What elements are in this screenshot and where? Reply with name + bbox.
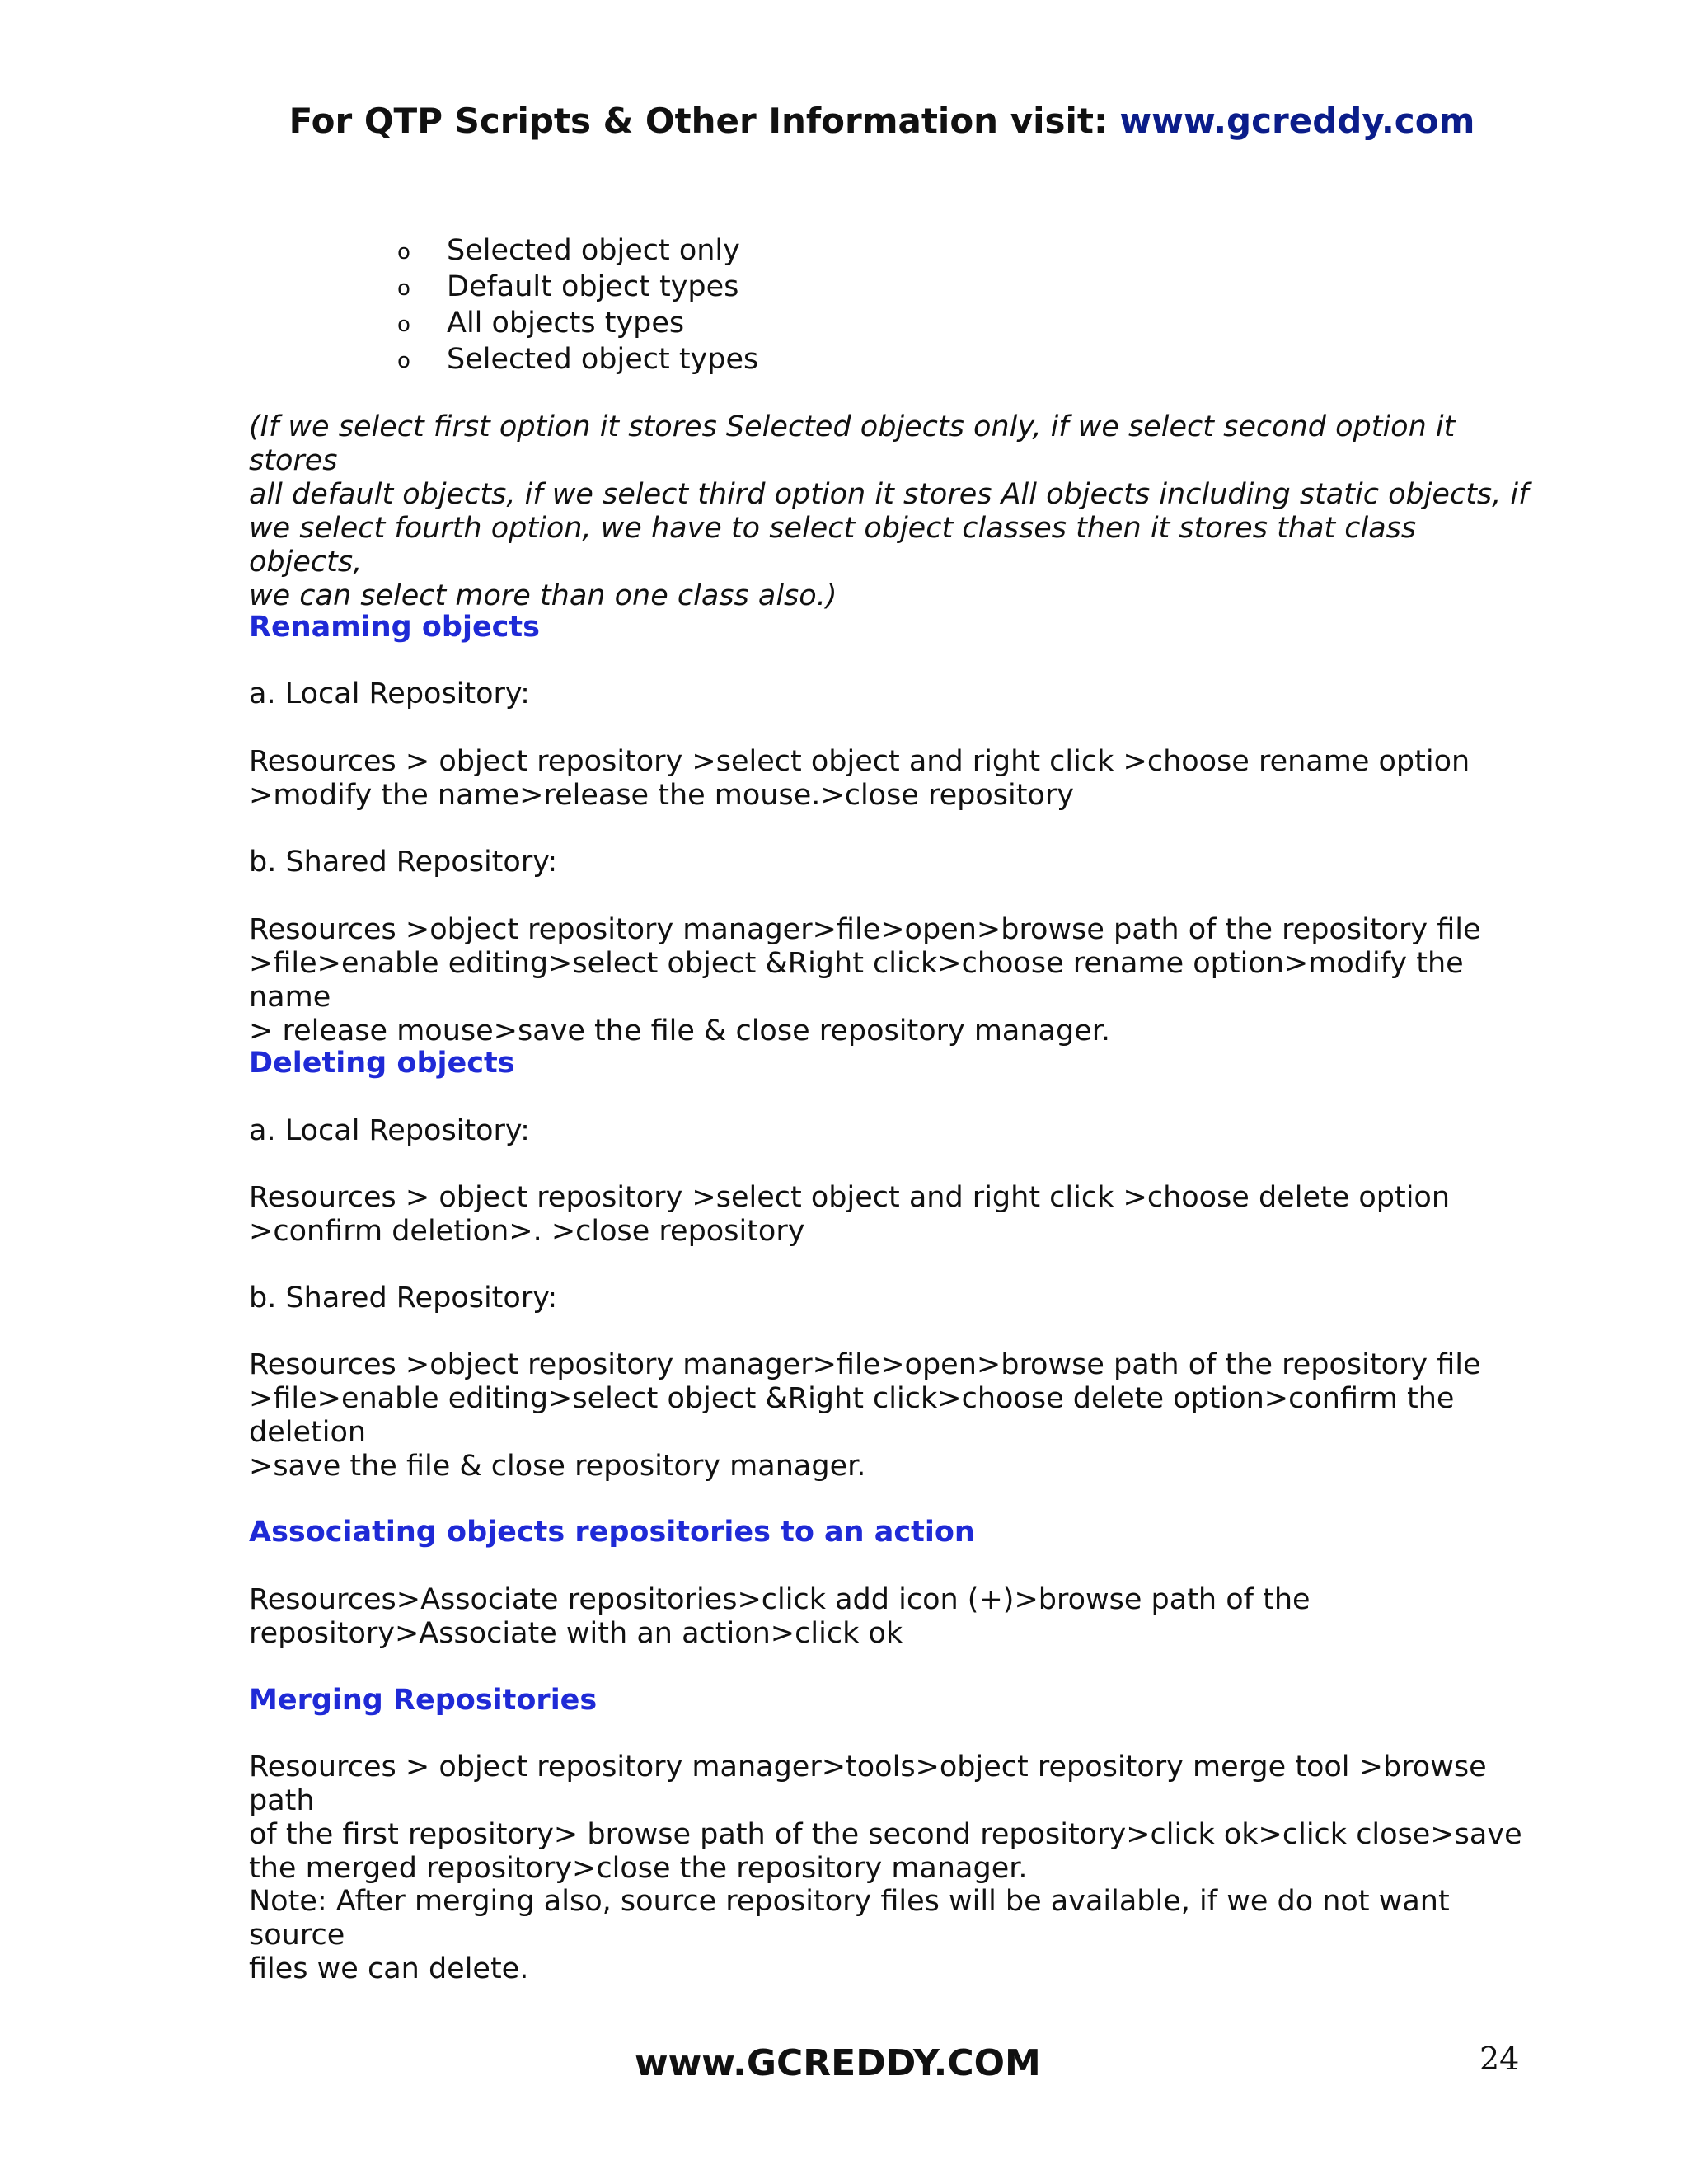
deleting-shared-label: b. Shared Repository:: [249, 1282, 558, 1315]
renaming-shared-steps: Resources >object repository manager>file>open>browse path of the repository file >file>enable editing>select object &Right click>choose rename option>modify the name > release mouse>save the file & close repository manager.: [249, 913, 1481, 1047]
section-heading-deleting: Deleting objects: [249, 1047, 515, 1080]
options-note: (If we select first option it stores Selected objects only, if we select second option it stores all default objects, if we select third option it stores All objects including static objects, if we select fourth option, we have to select object classes then it stores that class objects, we can select more than one class also.): [249, 410, 1529, 612]
section-heading-associating: Associating objects repositories to an action: [249, 1516, 975, 1549]
option-label: All objects types: [447, 307, 685, 340]
merging-note: Note: After merging also, source repository files will be available, if we do not want source files we can delete.: [249, 1885, 1450, 1985]
bullet-icon: o: [397, 240, 410, 265]
bullet-icon: o: [397, 349, 410, 373]
header-prefix: For QTP Scripts & Other Information visit:: [288, 101, 1120, 141]
bullet-icon: o: [397, 276, 410, 301]
renaming-local-steps: Resources > object repository >select object and right click >choose rename option >modify the name>release the mouse.>close repository: [249, 745, 1470, 812]
header-site-link[interactable]: www.gcreddy.com: [1119, 101, 1475, 141]
option-label: Selected object types: [447, 343, 759, 376]
renaming-shared-label: b. Shared Repository:: [249, 846, 558, 879]
repository-options-list: [397, 232, 758, 377]
section-heading-merging: Merging Repositories: [249, 1684, 598, 1717]
page-number: 24: [1479, 2041, 1520, 2077]
deleting-shared-steps: Resources >object repository manager>file>open>browse path of the repository file >file>enable editing>select object &Right click>choose delete option>confirm the deletion >save the file & close repository manager.: [249, 1348, 1481, 1483]
deleting-local-label: a. Local Repository:: [249, 1114, 530, 1147]
option-label: Selected object only: [447, 234, 740, 267]
option-label: Default object types: [447, 270, 739, 303]
list-item: [397, 341, 758, 377]
page-header: [0, 101, 1688, 141]
section-heading-renaming: Renaming objects: [249, 611, 540, 644]
deleting-local-steps: Resources > object repository >select object and right click >choose delete option >confirm deletion>. >close repository: [249, 1181, 1451, 1248]
associating-steps: Resources>Associate repositories>click add icon (+)>browse path of the repository>Associate with an action>click ok: [249, 1583, 1311, 1650]
renaming-local-label: a. Local Repository:: [249, 677, 530, 710]
list-item: [397, 232, 758, 269]
footer-site[interactable]: www.GCREDDY.COM: [635, 2042, 1041, 2084]
merging-steps: Resources > object repository manager>tools>object repository merge tool >browse path of the first repository> browse path of the second repository>click ok>click close>save the merged repository>close the repository manager.: [249, 1750, 1522, 1885]
list-item: [397, 269, 758, 305]
list-item: [397, 305, 758, 341]
bullet-icon: o: [397, 312, 410, 337]
